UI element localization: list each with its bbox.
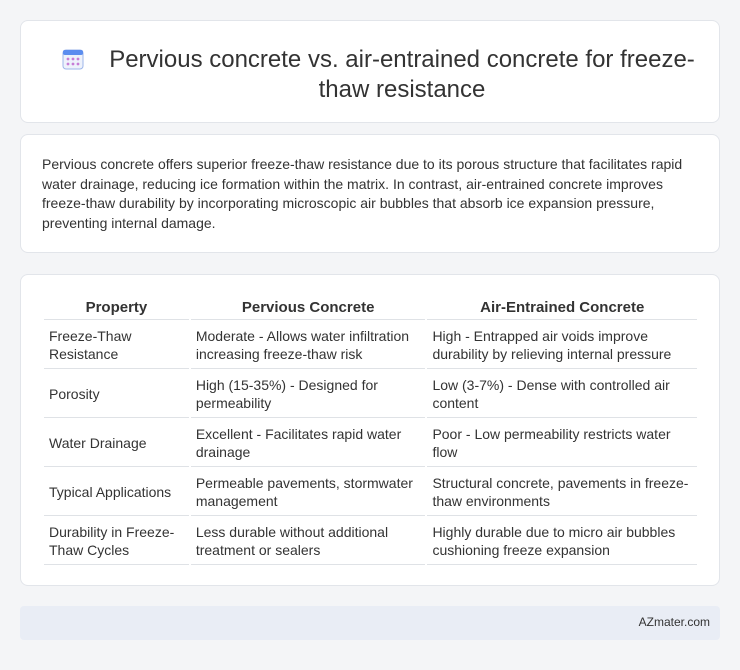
page-title: Pervious concrete vs. air-entrained concrete for freeze-thaw resistance [109,46,695,103]
pervious-cell: High (15-35%) - Designed for permeability [191,369,426,418]
column-header-air-entrained: Air-Entrained Concrete [427,295,697,320]
property-cell: Porosity [44,369,189,418]
comparison-table [42,295,699,565]
calendar-grid-icon [61,47,85,71]
property-cell: Typical Applications [44,467,189,516]
table-row [44,369,697,418]
property-cell: Water Drainage [44,418,189,467]
table-header-row [44,295,697,320]
air-entrained-cell: Highly durable due to micro air bubbles cushioning freeze expansion [427,516,697,565]
table-row [44,418,697,467]
title-card [20,20,720,123]
pervious-cell: Permeable pavements, stormwater management [191,467,426,516]
pervious-cell: Moderate - Allows water infiltration increasing freeze-thaw risk [191,320,426,369]
intro-paragraph: Pervious concrete offers superior freeze-thaw resistance due to its porous structure that facilitates rapid water drainage, reducing ice formation within the matrix. In contrast, air-entrained concrete improves freeze-thaw durability by incorporating microscopic air bubbles that absorb ice expansion pressure, preventing internal damage. [42,156,683,231]
column-header-property: Property [44,295,189,320]
footer-brand: AZmater.com [638,615,710,629]
air-entrained-cell: Poor - Low permeability restricts water flow [427,418,697,467]
air-entrained-cell: Structural concrete, pavements in freeze-thaw environments [427,467,697,516]
comparison-card [20,274,720,586]
column-header-pervious: Pervious Concrete [191,295,426,320]
property-cell: Durability in Freeze-Thaw Cycles [44,516,189,565]
table-row [44,467,697,516]
title-row [61,45,699,105]
intro-card [20,134,720,253]
table-row [44,516,697,565]
air-entrained-cell: High - Entrapped air voids improve durability by relieving internal pressure [427,320,697,369]
air-entrained-cell: Low (3-7%) - Dense with controlled air content [427,369,697,418]
pervious-cell: Less durable without additional treatment or sealers [191,516,426,565]
footer-bar [20,606,720,640]
pervious-cell: Excellent - Facilitates rapid water drainage [191,418,426,467]
table-row [44,320,697,369]
property-cell: Freeze-Thaw Resistance [44,320,189,369]
